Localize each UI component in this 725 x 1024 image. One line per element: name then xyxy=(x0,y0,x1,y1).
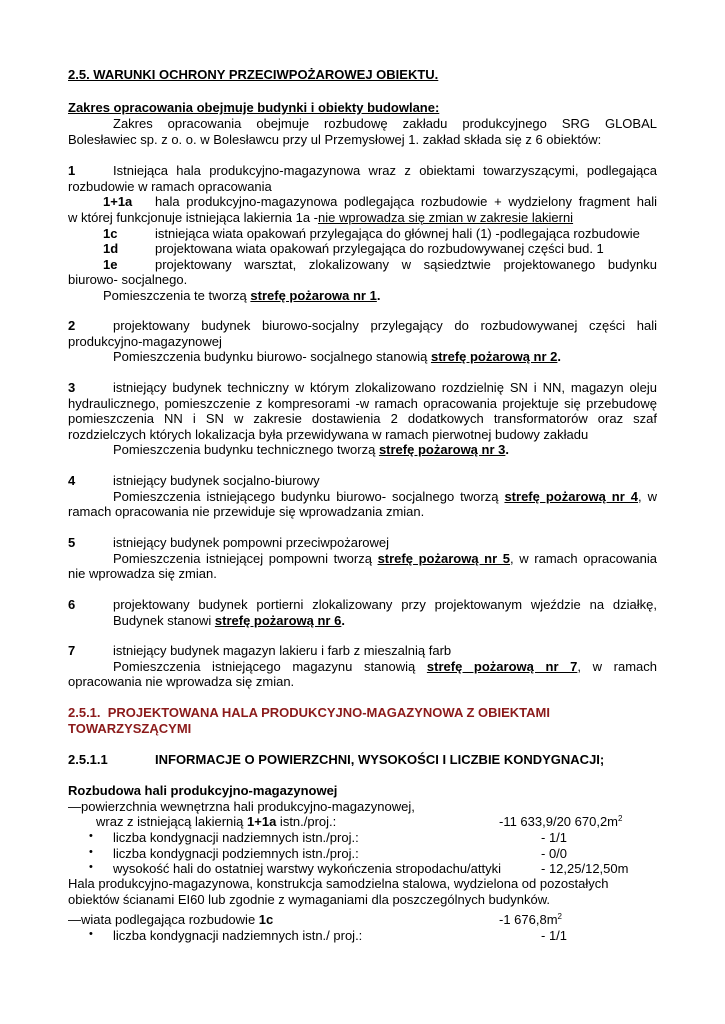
item-number: 6 xyxy=(68,597,76,612)
bullet-label: liczba kondygnacji podziemnych istn./proj.: xyxy=(113,846,359,861)
scope-title: Zakres opracowania obejmuje budynki i obiekty budowlane: xyxy=(68,100,440,115)
zone-text: , w ramach xyxy=(577,659,657,674)
bullet-label: liczba kondygnacji nadziemnych istn./proj.: xyxy=(113,830,359,845)
item-line: produkcyjno-magazynowej xyxy=(68,334,222,349)
item-number: 7 xyxy=(68,643,76,658)
wiata-unit: 2 xyxy=(557,912,562,921)
zone-text: . xyxy=(557,349,562,364)
sub-item-number: 1e xyxy=(103,257,118,272)
subsubsection-number: 2.5.1.1 xyxy=(68,752,108,767)
item-line: projektowany budynek biurowo-socjalny przylegający do rozbudowywanej części hali xyxy=(113,318,657,333)
zone-text: , w xyxy=(638,489,657,504)
bullet-label: liczba kondygnacji nadziemnych istn./ proj.: xyxy=(113,928,363,943)
area-text: istn./proj.: xyxy=(276,814,337,829)
zone-line xyxy=(113,613,345,629)
zone-text: , w ramach opracowania xyxy=(510,551,657,566)
subsection-title: TOWARZYSZĄCYMI xyxy=(68,721,192,736)
sub-item-note: nie wprowadza się zmian w zakresie lakierni xyxy=(318,210,574,225)
fire-zone-3: strefę pożarową nr 3 xyxy=(378,442,506,457)
zone-line xyxy=(113,442,509,458)
sub-item-text: w której funkcjonuje istniejąca lakiernia 1a - xyxy=(68,210,319,225)
sub-item-number: 1+1a xyxy=(103,194,133,209)
area-unit: 2 xyxy=(618,814,623,823)
fire-zone-2: strefę pożarową nr 2 xyxy=(430,349,558,364)
bullet-icon: • xyxy=(89,846,93,858)
bullet-value: - 0/0 xyxy=(541,846,568,861)
fire-zone-6: strefę pożarową nr 6 xyxy=(214,613,342,628)
area-line: —powierzchnia wewnętrzna hali produkcyjno-magazynowej, xyxy=(68,799,415,814)
item-number: 2 xyxy=(68,318,76,333)
area-value xyxy=(499,814,622,830)
zone-line xyxy=(113,551,657,567)
item-number: 5 xyxy=(68,535,76,550)
wiata-building-id: 1c xyxy=(258,912,274,927)
item-line: istniejący budynek magazyn lakieru i farb z mieszalnią farb xyxy=(113,643,452,658)
zone-text: Pomieszczenia budynku biurowo- socjalnego stanowią xyxy=(113,349,431,364)
item-line: rozbudowie w ramach opracowania xyxy=(68,179,272,194)
fire-zone-5: strefę pożarową nr 5 xyxy=(377,551,511,566)
item-line: istniejący budynek techniczny w którym zlokalizowano rozdzielnię SN i NN, magazyn oleju xyxy=(113,380,657,395)
item-number: 4 xyxy=(68,473,76,488)
fire-zone-4: strefę pożarową nr 4 xyxy=(504,489,638,504)
item-line: istniejący budynek socjalno-biurowy xyxy=(113,473,320,488)
zone-text: Pomieszczenia budynku technicznego tworzą xyxy=(113,442,379,457)
bullet-value: - 12,25/12,50m xyxy=(541,861,629,876)
zone-text: Budynek stanowi xyxy=(113,613,215,628)
item-line: hydraulicznego, pomieszczenie z kompresorami -w ramach opracowania projektuje się przebudowę xyxy=(68,396,657,411)
subsubsection-title: INFORMACJE O POWIERZCHNI, WYSOKOŚCI I LICZBIE KONDYGNACJI; xyxy=(155,752,605,767)
fire-zone-7: strefę pożarową nr 7 xyxy=(426,659,578,674)
item-number: 3 xyxy=(68,380,76,395)
sub-item-line: projektowana wiata opakowań przylegająca do rozbudowywanej części bud. 1 xyxy=(155,241,604,256)
zone-text: . xyxy=(341,613,345,628)
item-number: 1 xyxy=(68,163,76,178)
item-line: rozdzielczych których lokalizacja była przewidywana w ramach pierwotnej budowy zakładu xyxy=(68,427,589,442)
sub-item-line xyxy=(68,210,573,226)
sub-item-number: 1d xyxy=(103,241,119,256)
subsection-title: 2.5.1. PROJEKTOWANA HALA PRODUKCYJNO-MAGAZYNOWA Z OBIEKTAMI xyxy=(68,705,550,720)
bullet-value: - 1/1 xyxy=(541,928,568,943)
paragraph-line: Hala produkcyjno-magazynowa, konstrukcja samodzielna stalowa, wydzielona od pozostałych xyxy=(68,876,609,891)
expansion-title: Rozbudowa hali produkcyjno-magazynowej xyxy=(68,783,338,798)
sub-item-line: biurowo- socjalnego. xyxy=(68,272,188,287)
zone-text: . xyxy=(376,288,381,303)
sub-item-line: projektowany warsztat, zlokalizowany w sąsiedztwie projektowanego budynku xyxy=(155,257,657,272)
zone-text: Pomieszczenia te tworzą xyxy=(103,288,251,303)
item-line: nie wprowadza się zmian. xyxy=(68,566,217,581)
area-number: -11 633,9/20 670,2m xyxy=(499,814,619,829)
zone-line xyxy=(103,288,380,304)
sub-item-number: 1c xyxy=(103,226,118,241)
zone-text: Pomieszczenia istniejącego budynku biurowo- socjalnego tworzą xyxy=(113,489,505,504)
wiata-value xyxy=(499,912,562,928)
bullet-label: wysokość hali do ostatniej warstwy wykończenia stropodachu/attyki xyxy=(113,861,502,876)
item-line: Istniejąca hala produkcyjno-magazynowa wraz z obiektami towarzyszącymi, podlegająca xyxy=(113,163,657,178)
zone-text: Pomieszczenia istniejącej pompowni tworzą xyxy=(113,551,378,566)
paragraph-line: obiektów ścianami EI60 lub zgodnie z wymaganiami dla poszczególnych budynków. xyxy=(68,892,550,907)
wiata-number: -1 676,8m xyxy=(499,912,558,927)
wiata-line xyxy=(68,912,273,928)
bullet-value: - 1/1 xyxy=(541,830,568,845)
zone-text: . xyxy=(505,442,509,457)
zone-line xyxy=(113,659,657,675)
sub-item-line: istniejąca wiata opakowań przylegająca do głównej hali (1) -podlegająca rozbudowie xyxy=(155,226,640,241)
intro-line-2: Bolesławiec sp. z o. o. w Bolesławcu przy ul Przemysłowej 1. zakład składa się z 6 obiektów: xyxy=(68,132,602,147)
bullet-icon: • xyxy=(89,861,93,873)
bullet-icon: • xyxy=(89,928,93,940)
item-line: pomieszczenia NN i SN w zakresie dostawienia 2 dodatkowych transformatorów oraz szaf xyxy=(68,411,657,426)
zone-text: Pomieszczenia istniejącego magazynu stanowią xyxy=(113,659,427,674)
section-heading: 2.5. WARUNKI OCHRONY PRZECIWPOŻAROWEJ OBIEKTU. xyxy=(68,67,439,82)
sub-item-line: hala produkcyjno-magazynowa podlegająca rozbudowie + wydzielony fragment hali xyxy=(155,194,657,209)
intro-line-1: Zakres opracowania obejmuje rozbudowę zakładu produkcyjnego SRG GLOBAL xyxy=(113,116,657,131)
bullet-icon: • xyxy=(89,830,93,842)
item-line: projektowany budynek portierni zlokalizowany przy projektowanym wjeździe na działkę, xyxy=(113,597,657,612)
wiata-text: —wiata podlegająca rozbudowie xyxy=(68,912,259,927)
item-line: opracowania nie wprowadza się zmian. xyxy=(68,674,295,689)
zone-line xyxy=(113,349,561,365)
area-line xyxy=(96,814,336,830)
zone-line xyxy=(113,489,657,505)
area-text: wraz z istniejącą lakiernią xyxy=(96,814,248,829)
fire-zone-1: strefę pożarowa nr 1 xyxy=(250,288,377,303)
item-line: istniejący budynek pompowni przeciwpożarowej xyxy=(113,535,390,550)
area-building-id: 1+1a xyxy=(247,814,277,829)
item-line: ramach opracowania nie przewiduje się wprowadzania zmian. xyxy=(68,504,425,519)
